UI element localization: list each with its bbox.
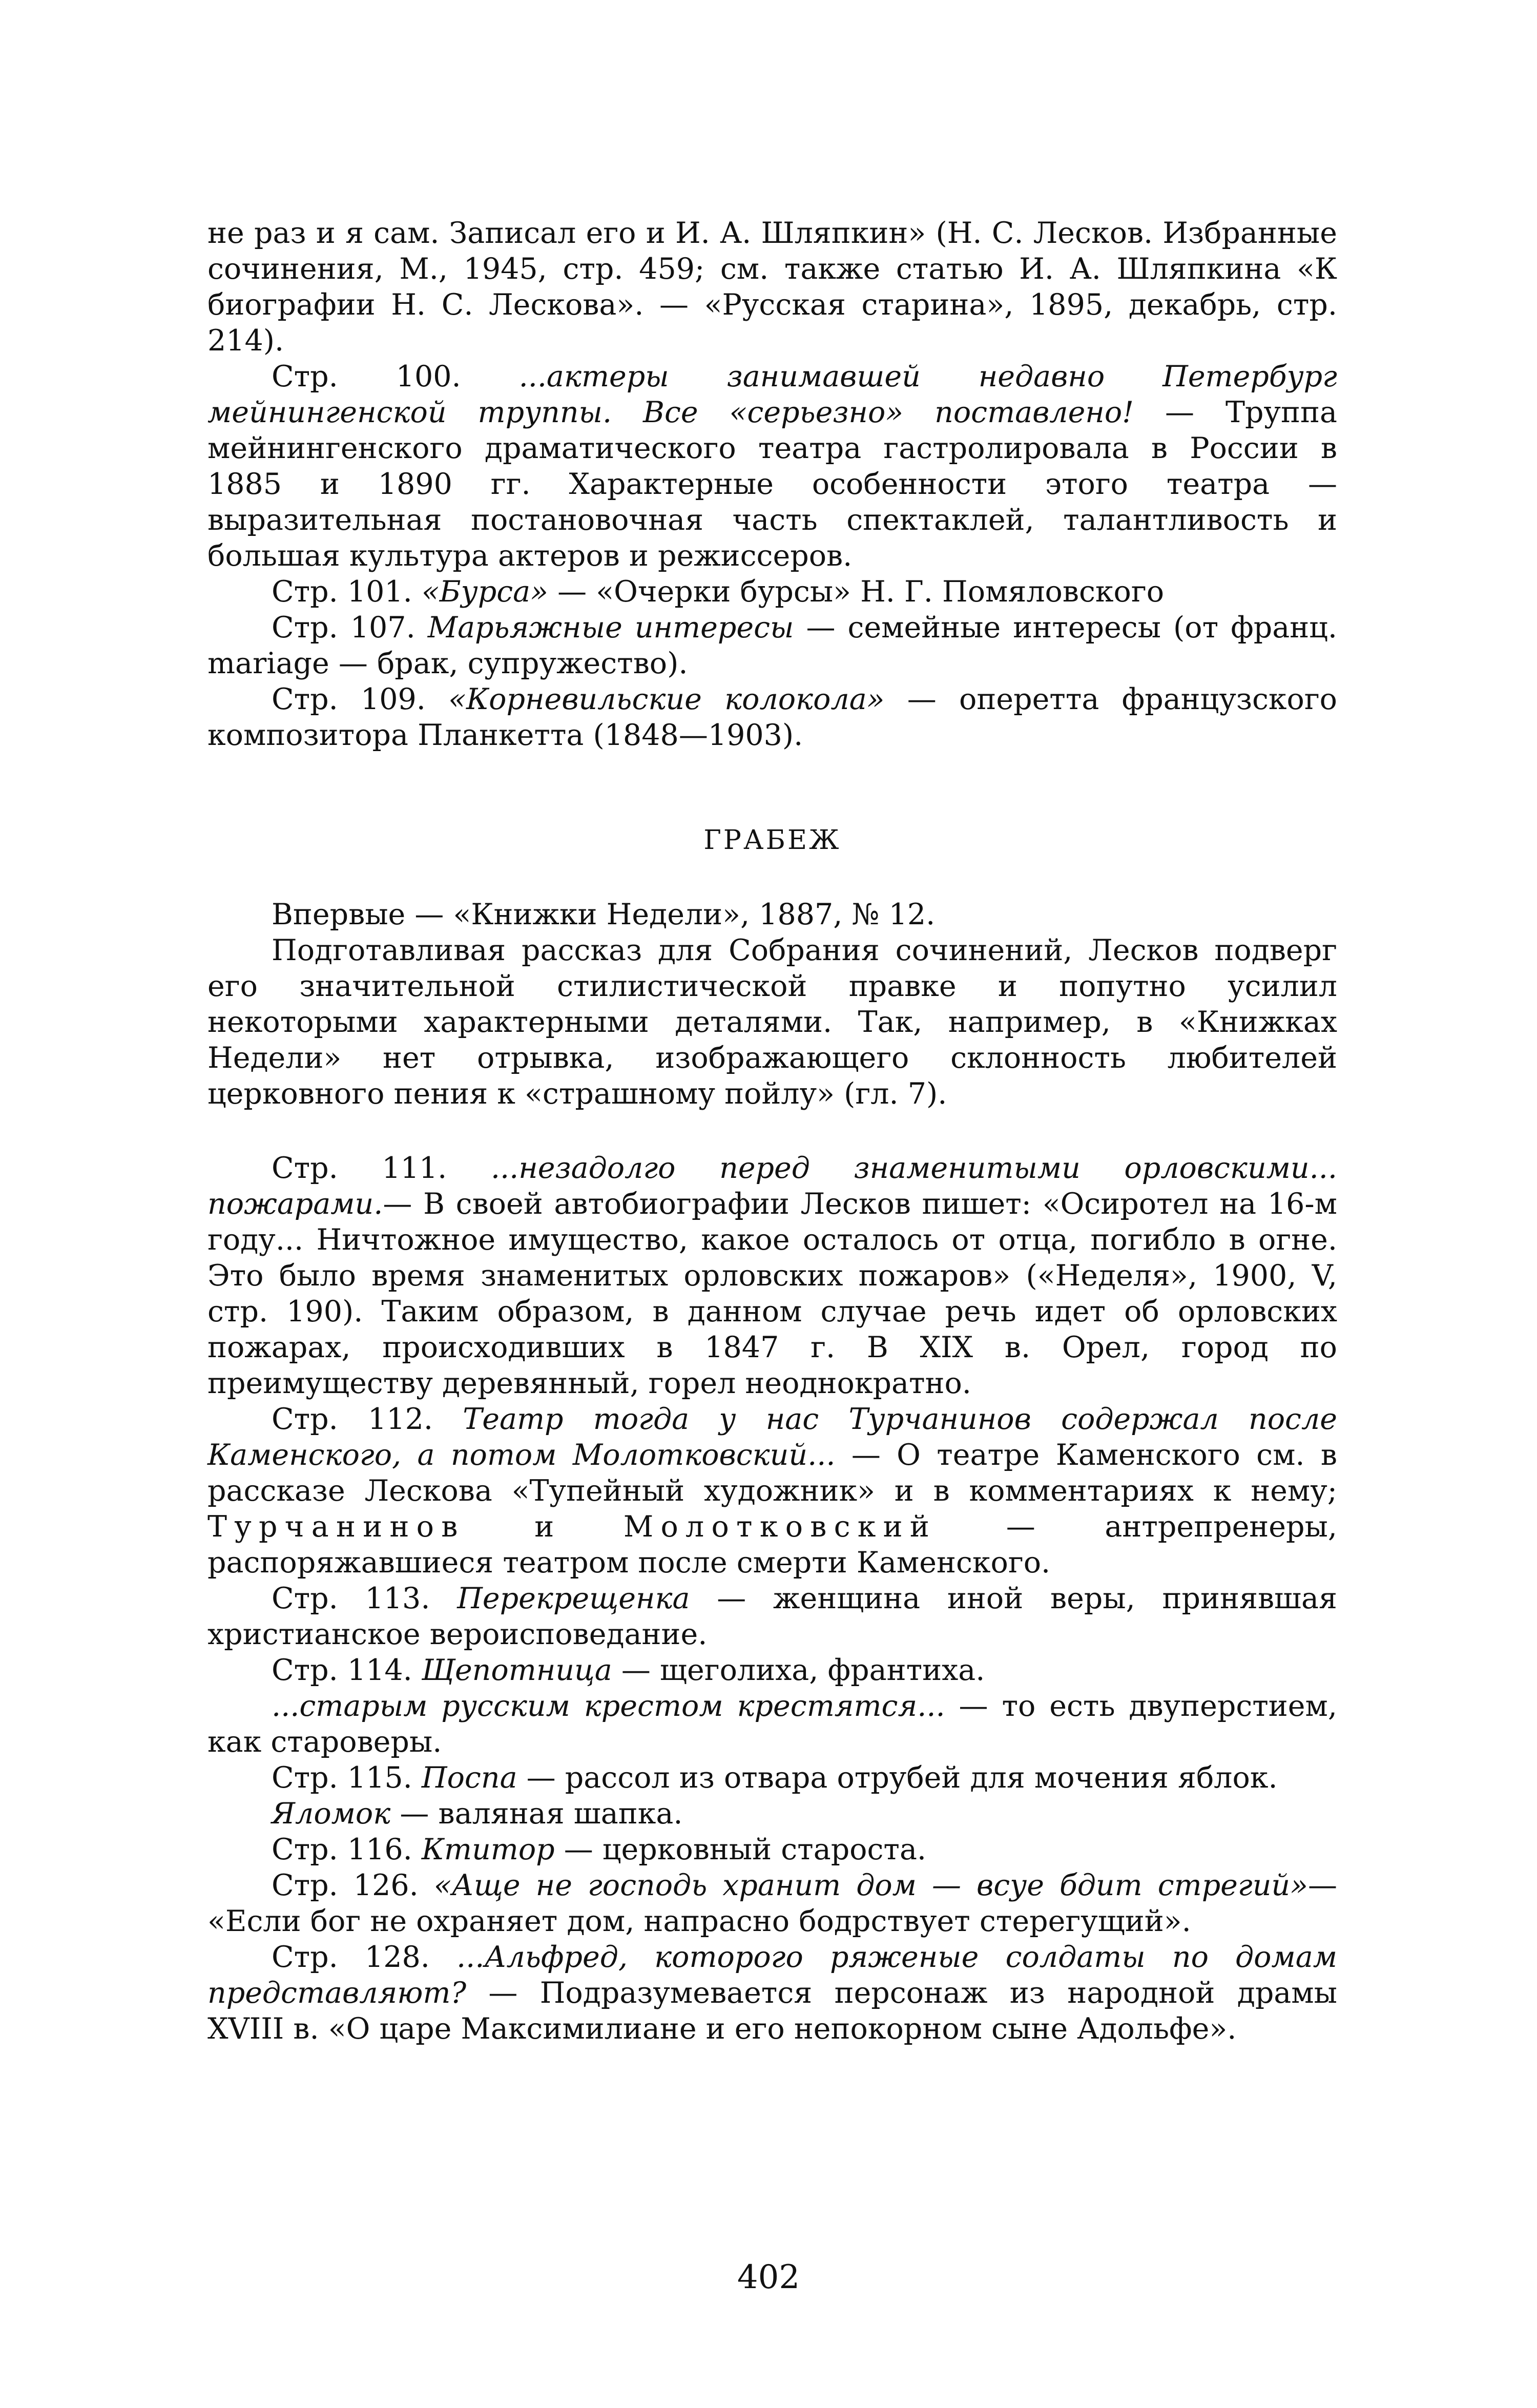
note-ref: Стр. 100.	[272, 360, 461, 393]
note-ref: Стр. 109.	[272, 682, 449, 716]
note-ref: Стр. 115.	[272, 1761, 422, 1795]
note-quote: Театр тогда у нас Турчанинов содержал после Каменского, а потом Молотковский...	[207, 1402, 1337, 1472]
note-ref: Стр. 114.	[272, 1653, 422, 1687]
note-text: — семейные интересы (от франц. mariage — брак, супружество).	[207, 611, 1338, 680]
page-number: 402	[737, 2258, 800, 2296]
paragraph-text: Впервые — «Книжки Недели», 1887, № 12.	[272, 898, 936, 931]
paragraph-continuation	[207, 215, 1337, 359]
note-text: — оперетта французского композитора Планкетта (1848—1903).	[207, 682, 1337, 752]
note-p128	[207, 1939, 1337, 2047]
note-quote: «Бурса»	[421, 575, 548, 609]
note-text: — щеголиха, франтиха.	[612, 1653, 985, 1687]
page-body	[207, 215, 1337, 2047]
note-text: — то есть двуперстием, как староверы.	[207, 1689, 1337, 1759]
note-ref: Стр. 113.	[272, 1582, 458, 1615]
note-p113	[207, 1581, 1337, 1652]
note-text: — В своей автобиографии Лесков пишет: «Осиротел на 16-м году... Ничтожное имущество, какое осталось от отца, погибло в огне. Это было время знаменитых орловских пожаров» («Неделя», 1900, V, стр. 190). Таким образом, в данном случае речь идет об орловских пожарах, происходивших в 1847 г. В XIX в. Орел, город по преимуществу деревянный, горел неоднократно.	[207, 1187, 1337, 1400]
note-text: — женщина иной веры, принявшая христианское вероисповедание.	[207, 1582, 1337, 1651]
note-quote: Поспа	[421, 1761, 517, 1795]
note-quote: ...старым русским крестом крестятся...	[272, 1689, 945, 1723]
note-text: — Труппа мейнингенского драматического театра гастролировала в России в 1885 и 1890 гг. Характерные особенности этого театра — выразительная постановочная часть спектаклей, талантливость и большая культура актеров и режиссеров.	[207, 396, 1338, 573]
note-text: — церковный староста.	[554, 1833, 927, 1866]
intro-paragraph	[207, 932, 1337, 1112]
spaced-name: Турчанинов	[207, 1510, 465, 1544]
note-text: — валяная шапка.	[390, 1797, 683, 1831]
note-text: — Подразумевается персонаж из народной драмы XVIII в. «О царе Максимилиане и его непокорном сыне Адольфе».	[207, 1976, 1337, 2046]
note-quote: ...актеры занимавшей недавно Петербург мейнингенской труппы. Все «серьезно» поставлено!	[207, 360, 1337, 429]
note-quote: Щепотница	[421, 1653, 612, 1687]
section-title: ГРАБЕЖ	[703, 825, 841, 856]
note-p112	[207, 1401, 1337, 1581]
note-p107	[207, 610, 1337, 681]
paragraph-text: Подготавливая рассказ для Собрания сочинений, Лесков подверг его значительной стилистической правке и попутно усилил некоторыми характерными деталями. Так, например, в «Книжках Недели» нет отрывка, изображающего склонность любителей церковного пения к «страшному пойлу» (гл. 7).	[207, 933, 1337, 1111]
note-text: — рассол из отвара отрубей для мочения яблок.	[517, 1761, 1278, 1795]
note-ref: Стр. 101.	[272, 575, 422, 609]
note-ref: Стр. 112.	[272, 1402, 463, 1436]
note-p116	[207, 1832, 1337, 1867]
note-ref: Стр. 107.	[272, 611, 428, 645]
note-quote: ...незадолго перед знаменитыми орловскими... пожарами.	[207, 1151, 1338, 1221]
note-p101	[207, 574, 1337, 610]
note-text: — «Очерки бурсы» Н. Г. Помяловского	[548, 575, 1165, 609]
note-p109	[207, 681, 1337, 753]
note-p126	[207, 1867, 1337, 1939]
note-p114-b	[207, 1688, 1337, 1760]
note-ref: Стр. 128.	[272, 1940, 457, 1974]
note-p111	[207, 1150, 1337, 1401]
note-quote: «Аще не господь хранит дом — всуе бдит стрегий»	[433, 1869, 1308, 1902]
note-p114	[207, 1652, 1337, 1688]
note-p100	[207, 359, 1337, 574]
note-quote: Ктитор	[421, 1833, 555, 1866]
note-ref: Стр. 126.	[272, 1869, 434, 1902]
note-ref: Стр. 116.	[272, 1833, 422, 1866]
paragraph-text: не раз и я сам. Записал его и И. А. Шляпкин» (Н. С. Лесков. Избранные сочинения, М., 1945, стр. 459; см. также статью И. А. Шляпкина «К биографии Н. С. Лескова». — «Русская старина», 1895, декабрь, стр. 214).	[207, 216, 1337, 358]
note-p115-b	[207, 1796, 1337, 1832]
first-publication	[207, 897, 1337, 932]
paragraph-gap	[207, 1112, 1337, 1150]
note-quote: Яломок	[272, 1797, 391, 1831]
note-text: — «Если бог не охраняет дом, напрасно бодрствует стерегущий».	[207, 1869, 1338, 1938]
spaced-name: Молотковский	[623, 1510, 937, 1544]
note-quote: Перекрещенка	[457, 1582, 690, 1615]
note-ref: Стр. 111.	[272, 1151, 491, 1185]
note-p115	[207, 1760, 1337, 1796]
note-quote: ...Альфред, которого ряженые солдаты по домам представляют?	[207, 1940, 1337, 2010]
note-text: — О театре Каменского см. в рассказе Лескова «Тупейный художник» и в комментариях к нему;	[207, 1438, 1337, 1508]
note-text: и	[465, 1510, 624, 1544]
note-text: — антрепренеры, распоряжавшиеся театром после смерти Каменского.	[207, 1510, 1338, 1580]
note-quote: «Корневильские колокола»	[448, 682, 885, 716]
note-quote: Марьяжные интересы	[427, 611, 794, 645]
